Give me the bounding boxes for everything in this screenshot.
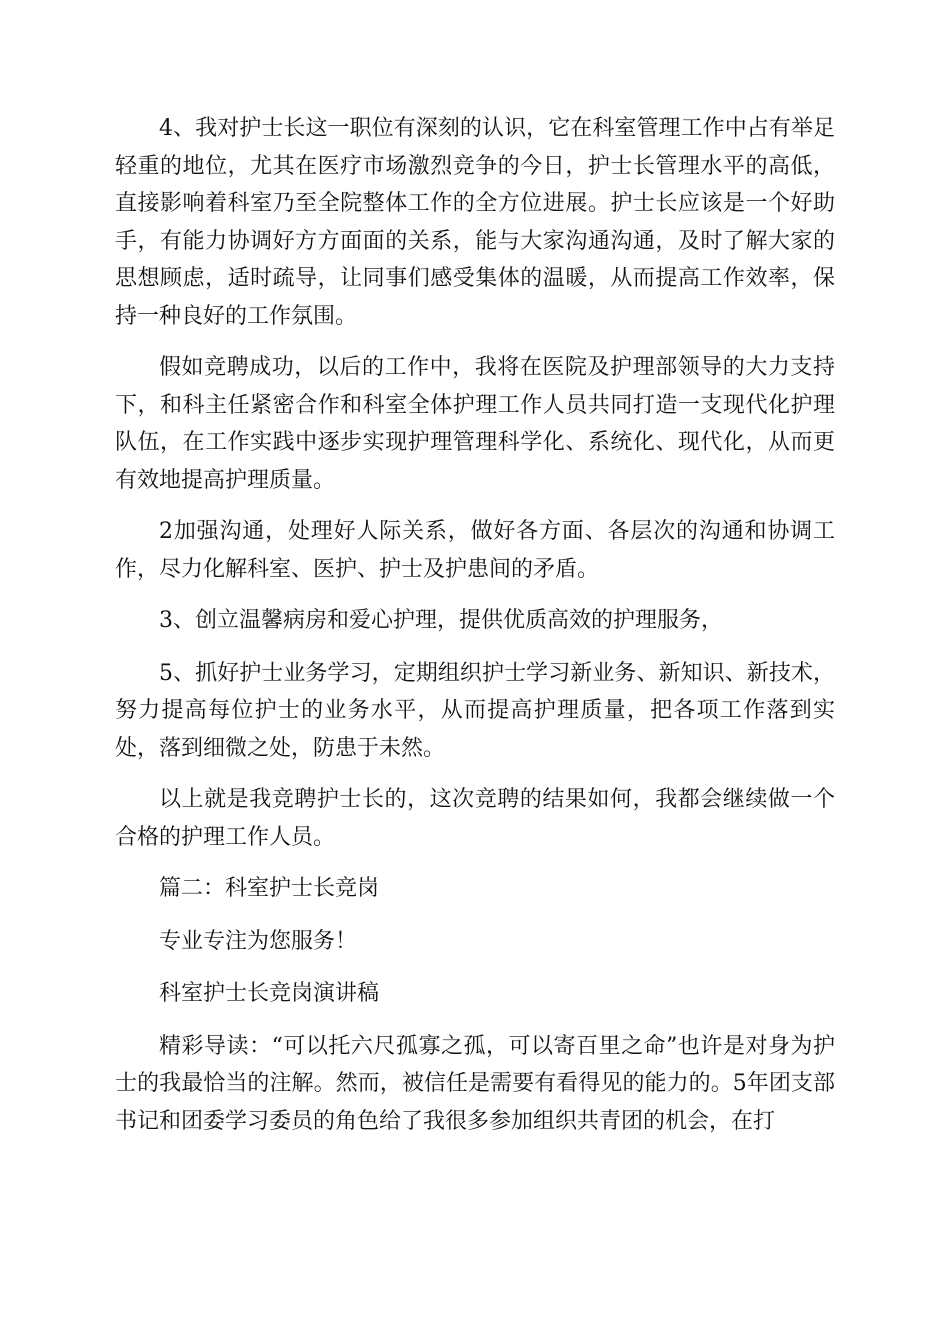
document-body (115, 110, 835, 1154)
paragraph-warm-ward: 3、创立温馨病房和爱心护理，提供优质高效的护理服务， (159, 608, 723, 633)
paragraph-conclusion: 以上就是我竞聘护士长的，这次竞聘的结果如何，我都会继续做一个合格的护理工作人员。 (115, 787, 835, 850)
paragraph-communication: 2加强沟通，处理好人际关系，做好各方面、各层次的沟通和协调工作，尽力化解科室、医护、护士及护患间的矛盾。 (115, 519, 835, 582)
paragraph-if-successful: 假如竞聘成功，以后的工作中，我将在医院及护理部领导的大力支持下，和科主任紧密合作和科室全体护理工作人员共同打造一支现代化护理队伍，在工作实践中逐步实现护理管理科学化、系统化、现代化，从而更有效地提高护理质量。 (115, 355, 835, 493)
service-slogan: 专业专注为您服务！ (159, 928, 358, 954)
speech-title: 科室护士长竞岗演讲稿 (159, 981, 380, 1006)
paragraph-head-nurse-role: 4、我对护士长这一职位有深刻的认识，它在科室管理工作中占有举足轻重的地位，尤其在医疗市场激烈竞争的今日，护士长管理水平的高低，直接影响着科室乃至全院整体工作的全方位进展。护士长应该是一个好助手，有能力协调好方方面面的关系，能与大家沟通沟通，及时了解大家的思想顾虑，适时疏导，让同事们感受集体的温暖，从而提高工作效率，保持一种良好的工作氛围。 (115, 116, 835, 329)
paragraph-intro-reading: 精彩导读：“可以托六尺孤寡之孤，可以寄百里之命”也许是对身为护士的我最恰当的注解。然而，被信任是需要有看得见的能力的。5年团支部书记和团委学习委员的角色给了我很多参加组织共青团的机会，在打 (115, 1033, 835, 1134)
paragraph-nurse-training: 5、抓好护士业务学习，定期组织护士学习新业务、新知识、新技术，努力提高每位护士的业务水平，从而提高护理质量，把各项工作落到实处，落到细微之处，防患于未然。 (115, 660, 835, 761)
section-heading-part-two: 篇二：科室护士长竞岗 (159, 876, 380, 901)
